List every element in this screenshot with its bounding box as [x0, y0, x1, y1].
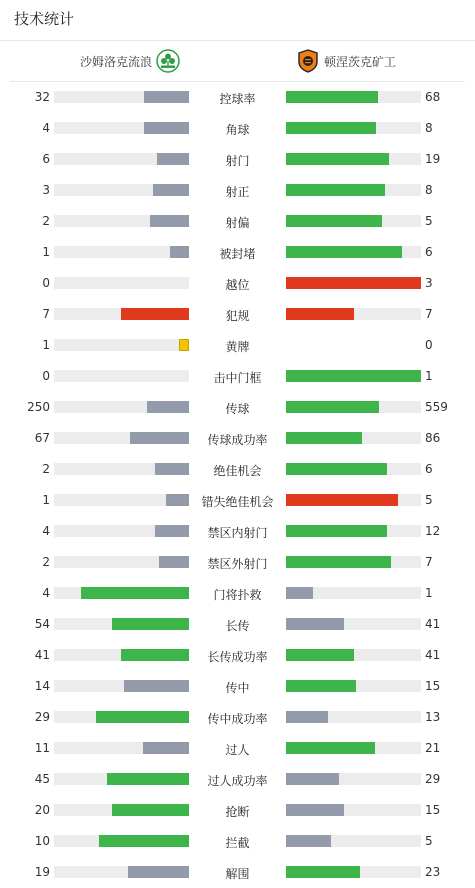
stat-label: 传球	[225, 402, 250, 416]
away-stat-bar-fill	[286, 556, 391, 568]
home-team-name: 沙姆洛克流浪	[79, 54, 152, 69]
away-stat-bar-fill	[286, 680, 356, 692]
home-stat-bar	[54, 91, 189, 103]
stat-row	[0, 298, 475, 329]
home-stat-bar-fill	[96, 711, 189, 723]
home-stat-value: 11	[34, 741, 50, 755]
home-stat-value: 6	[42, 152, 50, 166]
stat-label: 越位	[225, 278, 250, 292]
stat-row	[0, 825, 475, 856]
home-stat-bar	[54, 401, 189, 413]
home-stat-bar-fill	[155, 525, 189, 537]
away-stat-bar	[286, 587, 421, 599]
home-stat-bar-fill	[130, 432, 189, 444]
stat-row	[0, 174, 475, 205]
away-stat-bar-fill	[286, 277, 421, 289]
stat-label: 解围	[225, 867, 250, 881]
stat-label: 长传	[225, 619, 250, 633]
away-stat-bar-fill	[286, 463, 387, 475]
away-stat-bar-fill	[286, 308, 354, 320]
stat-label: 长传成功率	[207, 650, 268, 664]
stat-label: 过人成功率	[207, 774, 268, 788]
home-stat-bar	[54, 463, 189, 475]
away-stat-value: 5	[425, 493, 433, 507]
away-stat-value: 559	[425, 400, 448, 414]
home-stat-bar-fill	[166, 494, 189, 506]
stat-row	[0, 205, 475, 236]
home-team[interactable]	[80, 49, 180, 73]
home-stat-value: 14	[34, 679, 50, 693]
home-stat-bar-fill	[121, 649, 189, 661]
home-stat-bar-fill	[107, 773, 189, 785]
stat-label: 拦截	[225, 836, 250, 850]
stat-row	[0, 856, 475, 887]
stat-row	[0, 422, 475, 453]
home-stat-bar	[54, 742, 189, 754]
stat-row	[0, 360, 475, 391]
home-stat-value: 20	[34, 803, 50, 817]
home-stat-value: 250	[27, 400, 50, 414]
away-stat-value: 12	[425, 524, 441, 538]
stat-row	[0, 81, 475, 112]
away-team-name: 顿涅茨克矿工	[324, 54, 397, 69]
away-stat-bar	[286, 742, 421, 754]
home-stat-value: 2	[42, 214, 50, 228]
away-stat-bar	[286, 308, 421, 320]
yellow-card-icon	[179, 339, 189, 351]
home-stat-bar-fill	[128, 866, 189, 878]
home-stat-value: 67	[34, 431, 50, 445]
home-stat-bar	[54, 122, 189, 134]
stat-row	[0, 670, 475, 701]
home-stat-bar	[54, 773, 189, 785]
home-stat-bar	[54, 680, 189, 692]
stat-label: 传中成功率	[207, 712, 268, 726]
stat-row	[0, 546, 475, 577]
away-stat-bar-fill	[286, 618, 344, 630]
shamrock-rovers-crest-icon	[156, 49, 180, 73]
home-stat-value: 1	[42, 338, 50, 352]
stat-row	[0, 515, 475, 546]
stat-row	[0, 236, 475, 267]
away-stat-bar	[286, 866, 421, 878]
stat-label: 绝佳机会	[213, 464, 262, 478]
stat-row	[0, 794, 475, 825]
home-stat-bar-fill	[124, 680, 189, 692]
home-stat-bar	[54, 525, 189, 537]
home-stat-value: 19	[34, 865, 50, 879]
home-stat-bar-fill	[159, 556, 189, 568]
away-stat-bar-fill	[286, 866, 360, 878]
stat-label: 射门	[225, 154, 250, 168]
stat-label: 传中	[225, 681, 250, 695]
away-stat-bar	[286, 184, 421, 196]
away-stat-bar-fill	[286, 649, 354, 661]
home-stat-bar-fill	[144, 91, 189, 103]
away-stat-bar	[286, 649, 421, 661]
stat-row	[0, 577, 475, 608]
stat-label: 禁区外射门	[207, 557, 268, 571]
home-stat-bar	[54, 277, 189, 289]
away-stat-bar-fill	[286, 153, 389, 165]
away-stat-value: 8	[425, 183, 433, 197]
away-stat-bar	[286, 339, 421, 351]
stat-row	[0, 701, 475, 732]
away-stat-bar	[286, 711, 421, 723]
away-stat-value: 41	[425, 617, 441, 631]
away-stat-value: 15	[425, 679, 441, 693]
home-stat-bar	[54, 587, 189, 599]
away-stat-value: 3	[425, 276, 433, 290]
stat-row	[0, 484, 475, 515]
home-stat-value: 1	[42, 245, 50, 259]
away-stat-value: 8	[425, 121, 433, 135]
stat-row	[0, 112, 475, 143]
stat-row	[0, 608, 475, 639]
home-stat-bar-fill	[99, 835, 189, 847]
home-stat-value: 2	[42, 462, 50, 476]
away-stat-bar	[286, 494, 421, 506]
home-stat-bar-fill	[157, 153, 189, 165]
away-stat-bar	[286, 773, 421, 785]
home-stat-bar	[54, 835, 189, 847]
stat-row	[0, 453, 475, 484]
away-team[interactable]	[296, 49, 396, 73]
away-stat-value: 5	[425, 834, 433, 848]
away-stat-value: 6	[425, 462, 433, 476]
home-stat-bar-fill	[112, 804, 189, 816]
away-stat-bar-fill	[286, 835, 331, 847]
away-stat-bar	[286, 618, 421, 630]
home-stat-value: 54	[34, 617, 50, 631]
away-stat-value: 13	[425, 710, 441, 724]
away-stat-bar-fill	[286, 804, 344, 816]
stats-list	[0, 81, 475, 887]
away-stat-bar	[286, 463, 421, 475]
away-stat-value: 15	[425, 803, 441, 817]
away-stat-bar-fill	[286, 587, 313, 599]
home-stat-value: 1	[42, 493, 50, 507]
home-stat-bar	[54, 711, 189, 723]
home-stat-value: 29	[34, 710, 50, 724]
home-stat-bar	[54, 370, 189, 382]
stat-row	[0, 639, 475, 670]
home-stat-bar-fill	[143, 742, 189, 754]
away-stat-bar-fill	[286, 184, 385, 196]
home-stat-bar-fill	[81, 587, 189, 599]
away-stat-bar	[286, 835, 421, 847]
stat-label: 射偏	[225, 216, 250, 230]
stat-label: 射正	[225, 185, 250, 199]
home-stat-value: 41	[34, 648, 50, 662]
home-stat-value: 32	[34, 90, 50, 104]
stat-label: 抢断	[225, 805, 250, 819]
away-stat-bar	[286, 525, 421, 537]
home-stat-bar	[54, 618, 189, 630]
away-stat-value: 19	[425, 152, 441, 166]
stat-label: 过人	[225, 743, 250, 757]
stat-row	[0, 267, 475, 298]
away-stat-value: 6	[425, 245, 433, 259]
home-stat-value: 4	[42, 121, 50, 135]
away-stat-bar-fill	[286, 494, 398, 506]
home-stat-value: 4	[42, 586, 50, 600]
away-stat-bar	[286, 432, 421, 444]
away-stat-bar	[286, 153, 421, 165]
away-stat-bar	[286, 122, 421, 134]
away-stat-bar-fill	[286, 773, 339, 785]
away-stat-bar-fill	[286, 91, 378, 103]
away-stat-bar-fill	[286, 711, 328, 723]
home-stat-value: 0	[42, 276, 50, 290]
home-stat-bar	[54, 184, 189, 196]
away-stat-value: 86	[425, 431, 441, 445]
away-stat-value: 5	[425, 214, 433, 228]
away-stat-value: 1	[425, 369, 433, 383]
home-stat-value: 0	[42, 369, 50, 383]
home-stat-bar	[54, 556, 189, 568]
home-stat-bar-fill	[170, 246, 189, 258]
stat-row	[0, 329, 475, 360]
home-stat-bar	[54, 215, 189, 227]
stat-label: 控球率	[219, 92, 256, 106]
home-stat-bar	[54, 804, 189, 816]
away-stat-value: 41	[425, 648, 441, 662]
stat-row	[0, 391, 475, 422]
away-stat-value: 68	[425, 90, 441, 104]
stat-label: 禁区内射门	[207, 526, 268, 540]
stat-row	[0, 763, 475, 794]
away-stat-bar-fill	[286, 432, 362, 444]
away-stat-bar	[286, 246, 421, 258]
away-stat-bar-fill	[286, 525, 387, 537]
stat-label: 门将扑救	[213, 588, 262, 602]
away-stat-bar	[286, 680, 421, 692]
home-stat-bar-fill	[155, 463, 189, 475]
away-stat-value: 23	[425, 865, 441, 879]
home-stat-bar	[54, 246, 189, 258]
stat-row	[0, 732, 475, 763]
home-stat-bar	[54, 494, 189, 506]
home-stat-bar-fill	[121, 308, 189, 320]
home-stat-value: 3	[42, 183, 50, 197]
home-stat-bar-fill	[112, 618, 189, 630]
away-stat-bar	[286, 401, 421, 413]
home-stat-bar	[54, 432, 189, 444]
stat-label: 击中门框	[213, 371, 262, 385]
stat-label: 犯规	[225, 309, 250, 323]
home-stat-value: 4	[42, 524, 50, 538]
away-stat-bar	[286, 277, 421, 289]
away-stat-bar	[286, 804, 421, 816]
section-title: 技术统计	[0, 0, 475, 41]
away-stat-value: 0	[425, 338, 433, 352]
home-stat-bar-fill	[153, 184, 189, 196]
away-stat-bar-fill	[286, 742, 375, 754]
away-stat-bar-fill	[286, 246, 402, 258]
home-stat-bar-fill	[147, 401, 189, 413]
stat-label: 被封堵	[219, 247, 256, 261]
away-stat-bar	[286, 91, 421, 103]
shakhtar-donetsk-crest-icon	[296, 49, 320, 73]
stat-label: 传球成功率	[207, 433, 268, 447]
away-stat-value: 7	[425, 555, 433, 569]
home-stat-value: 45	[34, 772, 50, 786]
away-stat-bar	[286, 556, 421, 568]
away-stat-value: 29	[425, 772, 441, 786]
away-stat-bar-fill	[286, 215, 382, 227]
away-stat-bar-fill	[286, 370, 421, 382]
home-stat-bar	[54, 153, 189, 165]
home-stat-bar	[54, 308, 189, 320]
home-stat-bar	[54, 866, 189, 878]
away-stat-bar	[286, 215, 421, 227]
stat-row	[0, 143, 475, 174]
teams-header	[10, 41, 465, 82]
home-stat-value: 10	[34, 834, 50, 848]
stat-label: 角球	[225, 123, 250, 137]
home-stat-bar	[54, 649, 189, 661]
home-stat-bar-fill	[150, 215, 189, 227]
away-stat-bar-fill	[286, 122, 376, 134]
home-stat-bar	[54, 339, 189, 351]
away-stat-bar-fill	[286, 401, 379, 413]
stat-label: 黄牌	[225, 340, 250, 354]
away-stat-value: 21	[425, 741, 441, 755]
away-stat-bar	[286, 370, 421, 382]
away-stat-value: 7	[425, 307, 433, 321]
home-stat-value: 2	[42, 555, 50, 569]
away-stat-value: 1	[425, 586, 433, 600]
home-stat-value: 7	[42, 307, 50, 321]
home-stat-bar-fill	[144, 122, 189, 134]
stat-label: 错失绝佳机会	[201, 495, 274, 509]
